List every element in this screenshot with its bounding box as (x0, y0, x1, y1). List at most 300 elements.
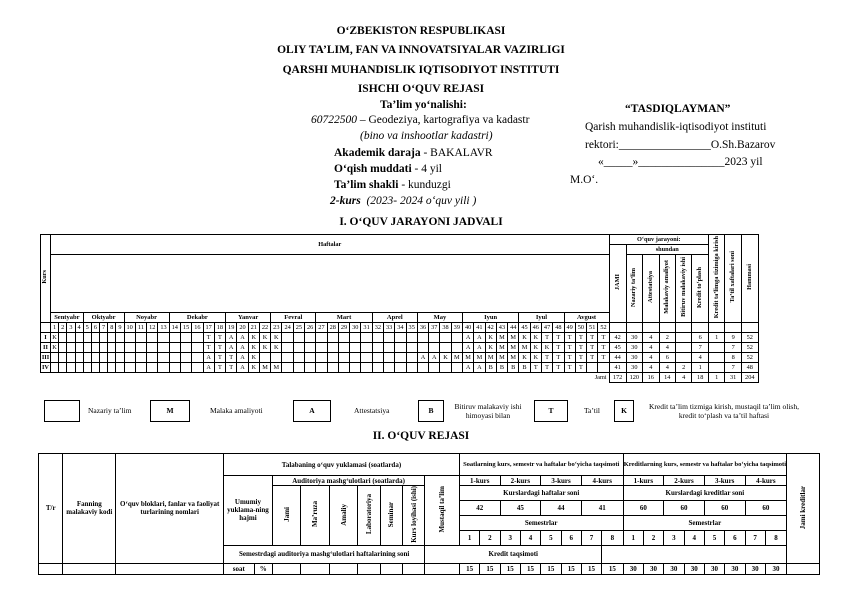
plan-credits-4: 60 (745, 500, 787, 515)
schedule-cell (282, 363, 293, 373)
schedule-row-sum-6 (708, 363, 724, 373)
schedule-cell: K (485, 343, 496, 353)
legend-box-thesis: B (418, 400, 444, 422)
ministry-title: OLIY TA’LIM, FAN VA INNOVATSIYALAR VAZIRLIGI (277, 44, 565, 56)
schedule-summary-header-1 (626, 255, 642, 323)
schedule-cell: T (226, 363, 237, 373)
schedule-cell (100, 343, 108, 353)
schedule-week-num-40: 40 (462, 323, 473, 333)
plan-credit-dist-label: Kredit taqsimoti (425, 545, 602, 563)
schedule-cell (395, 363, 406, 373)
schedule-cell: M (496, 343, 507, 353)
approval-title: “TASDIQLAYMAN” (625, 103, 731, 115)
schedule-week-num-13: 13 (158, 323, 169, 333)
schedule-cell (350, 363, 361, 373)
schedule-summary-label-2: Attestatsiya (646, 271, 654, 303)
legend-box-credit: K (614, 400, 634, 422)
schedule-cell (305, 333, 316, 343)
plan-aud-label-practice: Amaliy (339, 503, 348, 526)
duration-line (334, 163, 442, 175)
schedule-cell (361, 353, 372, 363)
schedule-cell: B (496, 363, 507, 373)
schedule-cell (147, 333, 158, 343)
schedule-cell: A (462, 363, 473, 373)
plan-col-code: Fanning malakaviy kodi (63, 454, 116, 564)
schedule-cell: T (214, 343, 225, 353)
schedule-cell (135, 333, 146, 343)
plan-credit-value-2: 30 (643, 563, 663, 574)
schedule-cell (100, 333, 108, 343)
plan-hours-semester-1: 1 (459, 530, 479, 545)
schedule-cell: K (259, 343, 270, 353)
plan-credits-label: Kurslardagi kreditlar soni (623, 486, 787, 501)
plan-credit-value-6: 30 (725, 563, 745, 574)
plan-aud-col-total (272, 486, 300, 546)
schedule-kurs-header (41, 235, 51, 323)
schedule-summary-header-7 (725, 235, 741, 323)
schedule-cell: T (553, 333, 564, 343)
schedule-week-num-3: 3 (67, 323, 75, 333)
plan-col-tr: T/r (39, 454, 63, 564)
schedule-cell (372, 353, 383, 363)
schedule-total-label: Jami (594, 373, 607, 381)
schedule-cell: A (237, 363, 248, 373)
schedule-cell: T (553, 343, 564, 353)
schedule-week-num-31: 31 (361, 323, 372, 333)
schedule-cell (305, 353, 316, 363)
schedule-cell: T (214, 333, 225, 343)
schedule-row-sum-1: 30 (626, 333, 642, 343)
plan-credit-course-2: 2-kurs (664, 476, 705, 486)
schedule-summary-label-5: Kredit to‘plash (696, 266, 704, 308)
schedule-week-num-32: 32 (372, 323, 383, 333)
approval-line-2: rektori:________________O.Sh.Bazarov (585, 139, 776, 151)
schedule-cell: B (508, 363, 519, 373)
schedule-cell (108, 353, 116, 363)
schedule-cell: K (271, 343, 282, 353)
degree-value: - BAKALAVR (420, 147, 493, 159)
schedule-cell: T (575, 363, 586, 373)
schedule-title: I. O‘QUV JARAYONI JADVALI (339, 216, 503, 228)
plan-hours-semester-2: 2 (480, 530, 500, 545)
schedule-row-sum-4: 2 (676, 363, 692, 373)
plan-aud-title: Auditoriya mashg‘ulotlari (soatlarda) (272, 476, 424, 486)
schedule-cell (108, 363, 116, 373)
schedule-cell (147, 343, 158, 353)
schedule-cell (361, 333, 372, 343)
schedule-cell (350, 353, 361, 363)
schedule-month-4: Dekabr (169, 313, 225, 323)
schedule-summary-header-3 (659, 255, 675, 323)
schedule-week-num-37: 37 (429, 323, 440, 333)
schedule-week-num-20: 20 (237, 323, 248, 333)
schedule-cell: T (553, 363, 564, 373)
plan-credit-value-7: 30 (745, 563, 765, 574)
schedule-total-4: 4 (676, 373, 692, 383)
schedule-table-wrap (40, 234, 759, 383)
schedule-cell (350, 333, 361, 343)
plan-aud-col-practice (329, 486, 357, 546)
schedule-cell: M (496, 333, 507, 343)
plan-hours-semester-7: 7 (581, 530, 601, 545)
plan-weekly-value-8: 15 (602, 563, 623, 574)
schedule-total-6: 1 (708, 373, 724, 383)
schedule-row-sum-5: 7 (692, 343, 708, 353)
schedule-cell (384, 353, 395, 363)
schedule-cell: T (598, 333, 609, 343)
schedule-week-num-52: 52 (598, 323, 609, 333)
schedule-cell (338, 353, 349, 363)
schedule-cell (50, 353, 58, 363)
schedule-cell (83, 343, 91, 353)
schedule-week-num-15: 15 (180, 323, 191, 333)
schedule-row-kurs: III (41, 353, 50, 361)
schedule-total-8: 204 (741, 373, 758, 383)
schedule-summary-header-2 (643, 255, 659, 323)
schedule-kurs-label: Kurs (41, 270, 49, 284)
schedule-cell: A (462, 343, 473, 353)
course-line (330, 195, 476, 207)
legend-box-vacation: T (534, 400, 568, 422)
schedule-week-num-sum-5 (692, 323, 708, 333)
schedule-cell: T (575, 353, 586, 363)
schedule-cell (451, 363, 462, 373)
schedule-total-1: 120 (626, 373, 642, 383)
schedule-row-sum-5: 6 (692, 333, 708, 343)
form-line (334, 179, 451, 191)
schedule-week-num-1: 1 (50, 323, 58, 333)
schedule-row-sum-4 (676, 343, 692, 353)
schedule-cell: M (508, 343, 519, 353)
schedule-cell: K (485, 333, 496, 343)
plan-weeks-2: 45 (500, 500, 541, 515)
legend-text-thesis: Bitiruv malakaviy ishi himoyasi bilan (454, 402, 522, 420)
schedule-cell (316, 343, 327, 353)
schedule-cell (350, 343, 361, 353)
schedule-row-sum-8: 48 (741, 363, 758, 373)
schedule-month-1: Sentyabr (50, 313, 83, 323)
schedule-cell (372, 333, 383, 343)
schedule-cell (338, 343, 349, 353)
schedule-week-num-51: 51 (587, 323, 598, 333)
schedule-cell: T (541, 363, 552, 373)
duration-value: - 4 yil (411, 163, 443, 175)
schedule-cell: T (541, 353, 552, 363)
direction-label: Ta’lim yo‘nalishi: (380, 99, 467, 111)
schedule-row-sum-5: 1 (692, 363, 708, 373)
schedule-cell: A (462, 333, 473, 343)
schedule-cell (124, 343, 135, 353)
schedule-cell (192, 363, 203, 373)
plan-unit-tr (39, 563, 63, 574)
plan-hours-course-2: 2-kurs (500, 476, 541, 486)
schedule-summary-header-6 (708, 235, 724, 323)
schedule-cell: T (541, 333, 552, 343)
schedule-week-num-42: 42 (485, 323, 496, 333)
schedule-week-num-16: 16 (192, 323, 203, 333)
schedule-week-num-25: 25 (293, 323, 304, 333)
plan-credit-value-8: 30 (765, 563, 786, 574)
plan-hours-semester-6: 6 (561, 530, 581, 545)
schedule-row-sum-3: 6 (659, 353, 675, 363)
plan-total-load: Umumiy yuklama-ning hajmi (224, 476, 273, 546)
plan-weekly-label: Semestrdagi auditoriya mashg‘ulotlari haftalarining soni (224, 545, 425, 563)
schedule-cell (282, 343, 293, 353)
schedule-cell: K (248, 333, 259, 343)
schedule-cell: A (474, 333, 485, 343)
schedule-week-num-12: 12 (147, 323, 158, 333)
schedule-cell (75, 363, 83, 373)
schedule-row-sum-7: 7 (725, 363, 741, 373)
schedule-week-num-43: 43 (496, 323, 507, 333)
schedule-cell (147, 353, 158, 363)
schedule-cell (440, 343, 451, 353)
schedule-cell: K (259, 333, 270, 343)
plan-aud-label-lecture: Ma’ruza (311, 501, 320, 528)
schedule-week-num-2: 2 (59, 323, 67, 333)
schedule-cell: T (564, 343, 575, 353)
schedule-process-title: O‘quv jarayoni: (609, 235, 708, 245)
schedule-row-kurs: I (41, 333, 51, 343)
schedule-row-sum-3: 4 (659, 343, 675, 353)
schedule-cell: K (530, 353, 541, 363)
schedule-cell (59, 343, 67, 353)
schedule-cell: M (485, 353, 496, 363)
schedule-cell (135, 343, 146, 353)
schedule-cell (180, 363, 191, 373)
schedule-week-num-blank (41, 323, 51, 333)
plan-aud-col-lab (358, 486, 380, 546)
schedule-row-sum-1: 30 (626, 343, 642, 353)
legend-box-practice: M (150, 400, 190, 422)
schedule-cell (293, 343, 304, 353)
schedule-row-sum-2: 4 (643, 333, 659, 343)
schedule-cell: K (248, 363, 259, 373)
schedule-cell (293, 333, 304, 343)
schedule-cell (372, 363, 383, 373)
schedule-cell (169, 353, 180, 363)
plan-credit-value-4: 30 (684, 563, 704, 574)
schedule-cell: T (587, 343, 598, 353)
approval-line-3: «_____»_______________2023 yil (598, 156, 763, 168)
schedule-cell: T (203, 333, 214, 343)
plan-weeks-label: Kurslardagi haftalar soni (459, 486, 623, 501)
plan-total-credits-header (787, 454, 820, 564)
schedule-week-num-sum-1 (626, 323, 642, 333)
schedule-week-num-35: 35 (406, 323, 417, 333)
plan-credit-value-5: 30 (704, 563, 724, 574)
plan-weeks-1: 42 (459, 500, 500, 515)
schedule-cell (67, 343, 75, 353)
schedule-week-num-19: 19 (226, 323, 237, 333)
schedule-cell (192, 353, 203, 363)
plan-unit-blank-3 (329, 563, 357, 574)
legend-box-theory (44, 400, 80, 422)
schedule-cell: A (474, 343, 485, 353)
direction-code: 60722500 (311, 114, 357, 126)
plan-credits-title: Kreditlarning kurs, semestr va haftalar bo‘yicha taqsimoti (623, 454, 787, 476)
schedule-week-num-sum-4 (676, 323, 692, 333)
plan-credit-course-1: 1-kurs (623, 476, 664, 486)
schedule-total-5: 18 (692, 373, 708, 383)
schedule-month-6: Fevral (271, 313, 316, 323)
schedule-week-num-21: 21 (248, 323, 259, 333)
plan-unit-soat: soat (224, 563, 255, 574)
plan-hours-semester-5: 5 (541, 530, 561, 545)
schedule-cell (327, 353, 338, 363)
legend-text-vacation: Ta’til (584, 406, 600, 415)
plan-aud-label-total: Jami (282, 507, 291, 522)
form-label: Ta’lim shakli (334, 179, 399, 191)
schedule-cell: M (462, 353, 473, 363)
direction-line (311, 114, 529, 126)
schedule-week-num-47: 47 (541, 323, 552, 333)
plan-credit-semester-7: 7 (745, 530, 765, 545)
schedule-week-num-39: 39 (451, 323, 462, 333)
schedule-week-num-sum-6 (708, 323, 724, 333)
schedule-week-num-24: 24 (282, 323, 293, 333)
schedule-row-sum-7: 9 (725, 333, 741, 343)
schedule-table (40, 234, 759, 383)
schedule-cell (327, 343, 338, 353)
schedule-cell (180, 333, 191, 343)
schedule-week-num-sum-3 (659, 323, 675, 333)
legend-text-practice: Malaka amaliyoti (210, 406, 263, 415)
schedule-summary-label-3: Malakaviy amaliyot (663, 260, 671, 314)
plan-unit-blank-5 (380, 563, 402, 574)
schedule-month-11: Iyul (519, 313, 564, 323)
document-title: ISHCHI O‘QUV REJASI (357, 83, 485, 95)
schedule-row-sum-2: 4 (643, 343, 659, 353)
plan-aud-col-lecture (301, 486, 329, 546)
plan-aud-col-project (402, 486, 424, 546)
schedule-row-sum-6 (708, 353, 724, 363)
schedule-cell: A (203, 353, 214, 363)
schedule-cell (406, 353, 417, 363)
schedule-cell: M (519, 343, 530, 353)
schedule-week-num-23: 23 (271, 323, 282, 333)
schedule-cell (91, 353, 99, 363)
plan-unit-code (63, 563, 116, 574)
schedule-cell (282, 333, 293, 343)
schedule-cell (135, 363, 146, 373)
schedule-cell: M (451, 353, 462, 363)
schedule-month-5: Yanvar (226, 313, 271, 323)
schedule-cell: T (564, 333, 575, 343)
plan-weekly-value-6: 15 (561, 563, 581, 574)
schedule-cell (316, 333, 327, 343)
schedule-cell (305, 363, 316, 373)
schedule-cell (395, 353, 406, 363)
schedule-row-sum-6 (708, 343, 724, 353)
schedule-cell (327, 333, 338, 343)
schedule-cell (417, 333, 428, 343)
schedule-cell: A (226, 333, 237, 343)
schedule-cell (67, 363, 75, 373)
direction-subtitle: (bino va inshootlar kadastri) (360, 130, 493, 142)
schedule-week-num-29: 29 (338, 323, 349, 333)
schedule-cell (108, 343, 116, 353)
schedule-cell (406, 363, 417, 373)
schedule-cell (406, 333, 417, 343)
schedule-cell (338, 363, 349, 373)
schedule-month-9: May (417, 313, 462, 323)
schedule-cell (91, 333, 99, 343)
schedule-cell (83, 353, 91, 363)
schedule-cell: T (203, 343, 214, 353)
schedule-cell (451, 333, 462, 343)
schedule-cell (451, 343, 462, 353)
legend-box-attestation: A (293, 400, 331, 422)
plan-unit-blank-7 (425, 563, 460, 574)
plan-independent-label: Mustaqil ta’lim (438, 486, 447, 533)
schedule-cell (158, 333, 169, 343)
institute-title: QARSHI MUHANDISLIK IQTISODIYOT INSTITUTI (282, 64, 560, 76)
plan-semesters-label-2: Semestrlar (623, 515, 787, 530)
schedule-summary-label-7: Ta’til xaftalari soni (729, 251, 737, 303)
plan-unit-total-credits (787, 563, 820, 574)
schedule-cell (429, 343, 440, 353)
schedule-cell: K (271, 333, 282, 343)
schedule-week-num-33: 33 (384, 323, 395, 333)
schedule-total-3: 14 (659, 373, 675, 383)
schedule-cell (75, 343, 83, 353)
plan-semesters-label: Semestrlar (459, 515, 623, 530)
schedule-cell: K (530, 343, 541, 353)
schedule-cell (192, 333, 203, 343)
schedule-cell (91, 363, 99, 373)
schedule-summary-header-5 (692, 255, 708, 323)
plan-weekly-value-2: 15 (480, 563, 500, 574)
plan-credit-semester-5: 5 (704, 530, 724, 545)
legend-text-credit: Kredit ta’lim tizmiga kirish, mustaqil ta’lim olish, kredit to‘plash va ta’til haftasi (649, 402, 799, 420)
schedule-row-sum-0: 41 (609, 363, 626, 373)
schedule-cell: M (508, 353, 519, 363)
plan-credit-semester-3: 3 (664, 530, 684, 545)
schedule-week-num-44: 44 (508, 323, 519, 333)
schedule-week-num-30: 30 (350, 323, 361, 333)
schedule-row-sum-3: 4 (659, 363, 675, 373)
schedule-cell: T (598, 353, 609, 363)
schedule-row-sum-1: 30 (626, 363, 642, 373)
schedule-cell (158, 363, 169, 373)
plan-unit-blank-1 (272, 563, 300, 574)
plan-weekly-value-7: 15 (581, 563, 601, 574)
schedule-summary-label-4: Bitiruv malakaviy ishi (679, 257, 687, 317)
schedule-cell: B (519, 363, 530, 373)
schedule-week-num-6: 6 (91, 323, 99, 333)
schedule-cell (158, 353, 169, 363)
schedule-row-kurs: IV (41, 363, 49, 371)
schedule-row-sum-0: 42 (609, 333, 626, 343)
schedule-cell: T (553, 353, 564, 363)
schedule-cell: T (564, 353, 575, 363)
legend-text-attestation: Attestatsiya (354, 406, 390, 415)
plan-weeks-3: 44 (541, 500, 582, 515)
schedule-cell (59, 353, 67, 363)
schedule-week-num-22: 22 (259, 323, 270, 333)
schedule-week-num-26: 26 (305, 323, 316, 333)
schedule-cell (59, 333, 67, 343)
plan-credit-course-4: 4-kurs (745, 476, 787, 486)
schedule-row-sum-0: 45 (609, 343, 626, 353)
schedule-cell (361, 363, 372, 373)
schedule-week-num-9: 9 (116, 323, 124, 333)
plan-credit-semester-6: 6 (725, 530, 745, 545)
schedule-cell (169, 333, 180, 343)
schedule-row-sum-8: 52 (741, 343, 758, 353)
plan-weeks-4: 41 (581, 500, 623, 515)
